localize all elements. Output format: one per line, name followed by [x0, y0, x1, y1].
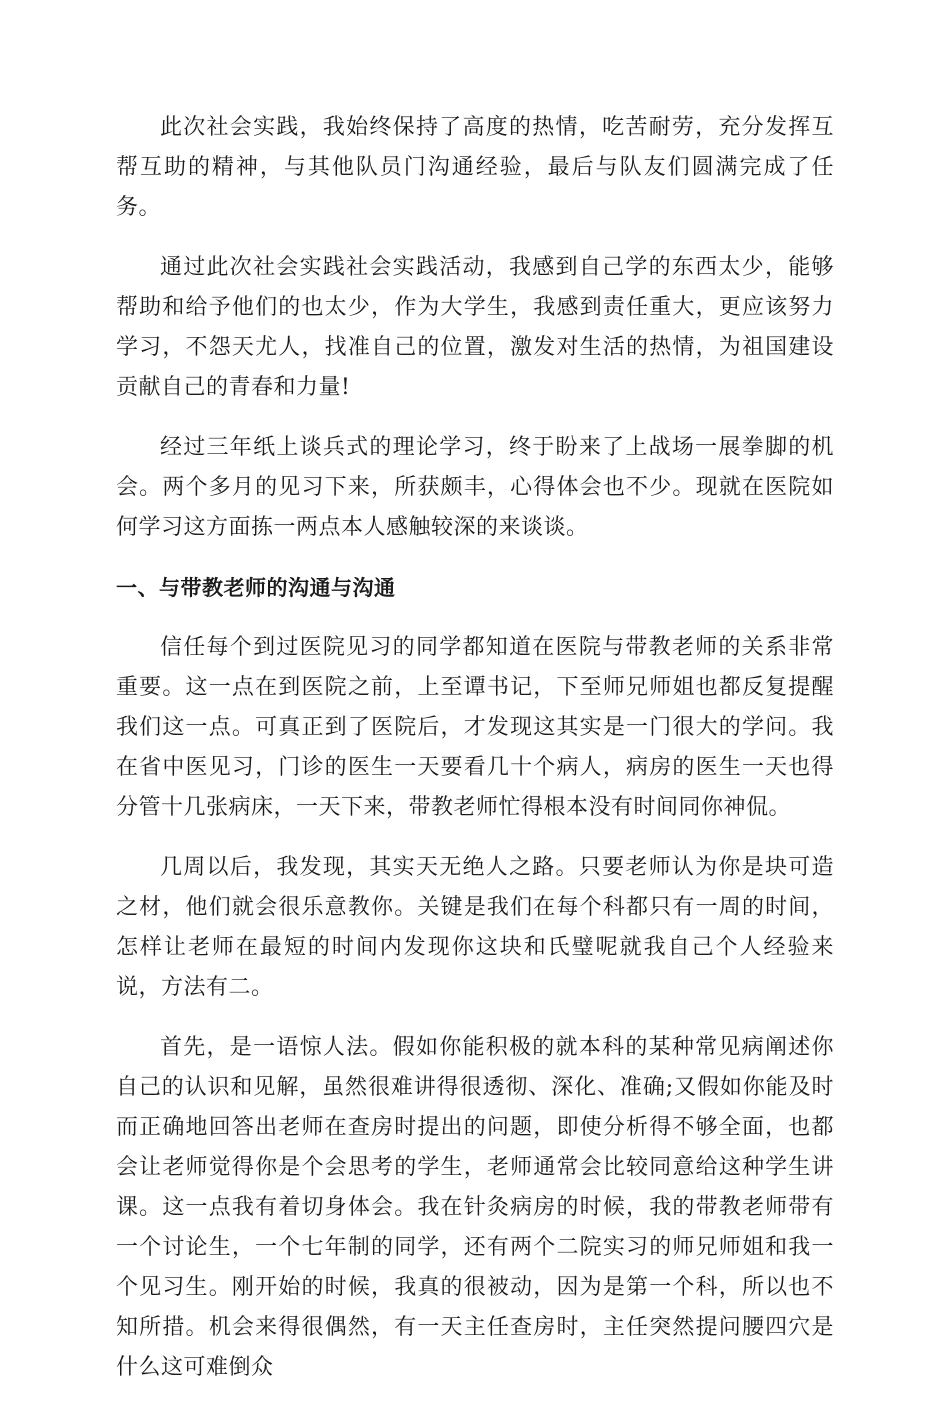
section-heading: 一、与带教老师的沟通与沟通 [116, 576, 396, 600]
paragraph: 经过三年纸上谈兵式的理论学习，终于盼来了上战场一展拳脚的机会。两个多月的见习下来，所获颇丰，心得体会也不少。现就在医院如何学习这方面拣一两点本人感触较深的来谈谈。 [116, 435, 834, 540]
paragraph: 通过此次社会实践社会实践活动，我感到自己学的东西太少，能够帮助和给予他们的也太少，作为大学生，我感到责任重大，更应该努力学习，不怨天尤人，找准自己的位置，激发对生活的热情，为祖国建设贡献自己的青春和力量! [116, 255, 834, 400]
paragraph: 信任每个到过医院见习的同学都知道在医院与带教老师的关系非常重要。这一点在到医院之前，上至谭书记，下至师兄师姐也都反复提醒我们这一点。可真正到了医院后，才发现这其实是一门很大的学问。我在省中医见习，门诊的医生一天要看几十个病人，病房的医生一天也得分管十几张病床，一天下来，带教老师忙得根本没有时间同你神侃。 [116, 635, 834, 820]
paragraph: 此次社会实践，我始终保持了高度的热情，吃苦耐劳，充分发挥互帮互助的精神，与其他队员门沟通经验，最后与队友们圆满完成了任务。 [116, 115, 834, 220]
paragraph: 几周以后，我发现，其实天无绝人之路。只要老师认为你是块可造之材，他们就会很乐意教你。关键是我们在每个科都只有一周的时间，怎样让老师在最短的时间内发现你这块和氏璧呢就我自己个人经验来说，方法有二。 [116, 855, 834, 1000]
paragraph: 首先，是一语惊人法。假如你能积极的就本科的某种常见病阐述你自己的认识和见解，虽然很难讲得很透彻、深化、准确;又假如你能及时而正确地回答出老师在查房时提出的问题，即使分析得不够全面，也都会让老师觉得你是个会思考的学生，老师通常会比较同意给这种学生讲课。这一点我有着切身体会。我在针灸病房的时候，我的带教老师带有一个讨论生，一个七年制的同学，还有两个二院实习的师兄师姐和我一个见习生。刚开始的时候，我真的很被动，因为是第一个科，所以也不知所措。机会来得很偶然，有一天主任查房时，主任突然提问腰四穴是什么这可难倒众 [116, 1035, 834, 1380]
document-body [116, 108, 834, 1408]
